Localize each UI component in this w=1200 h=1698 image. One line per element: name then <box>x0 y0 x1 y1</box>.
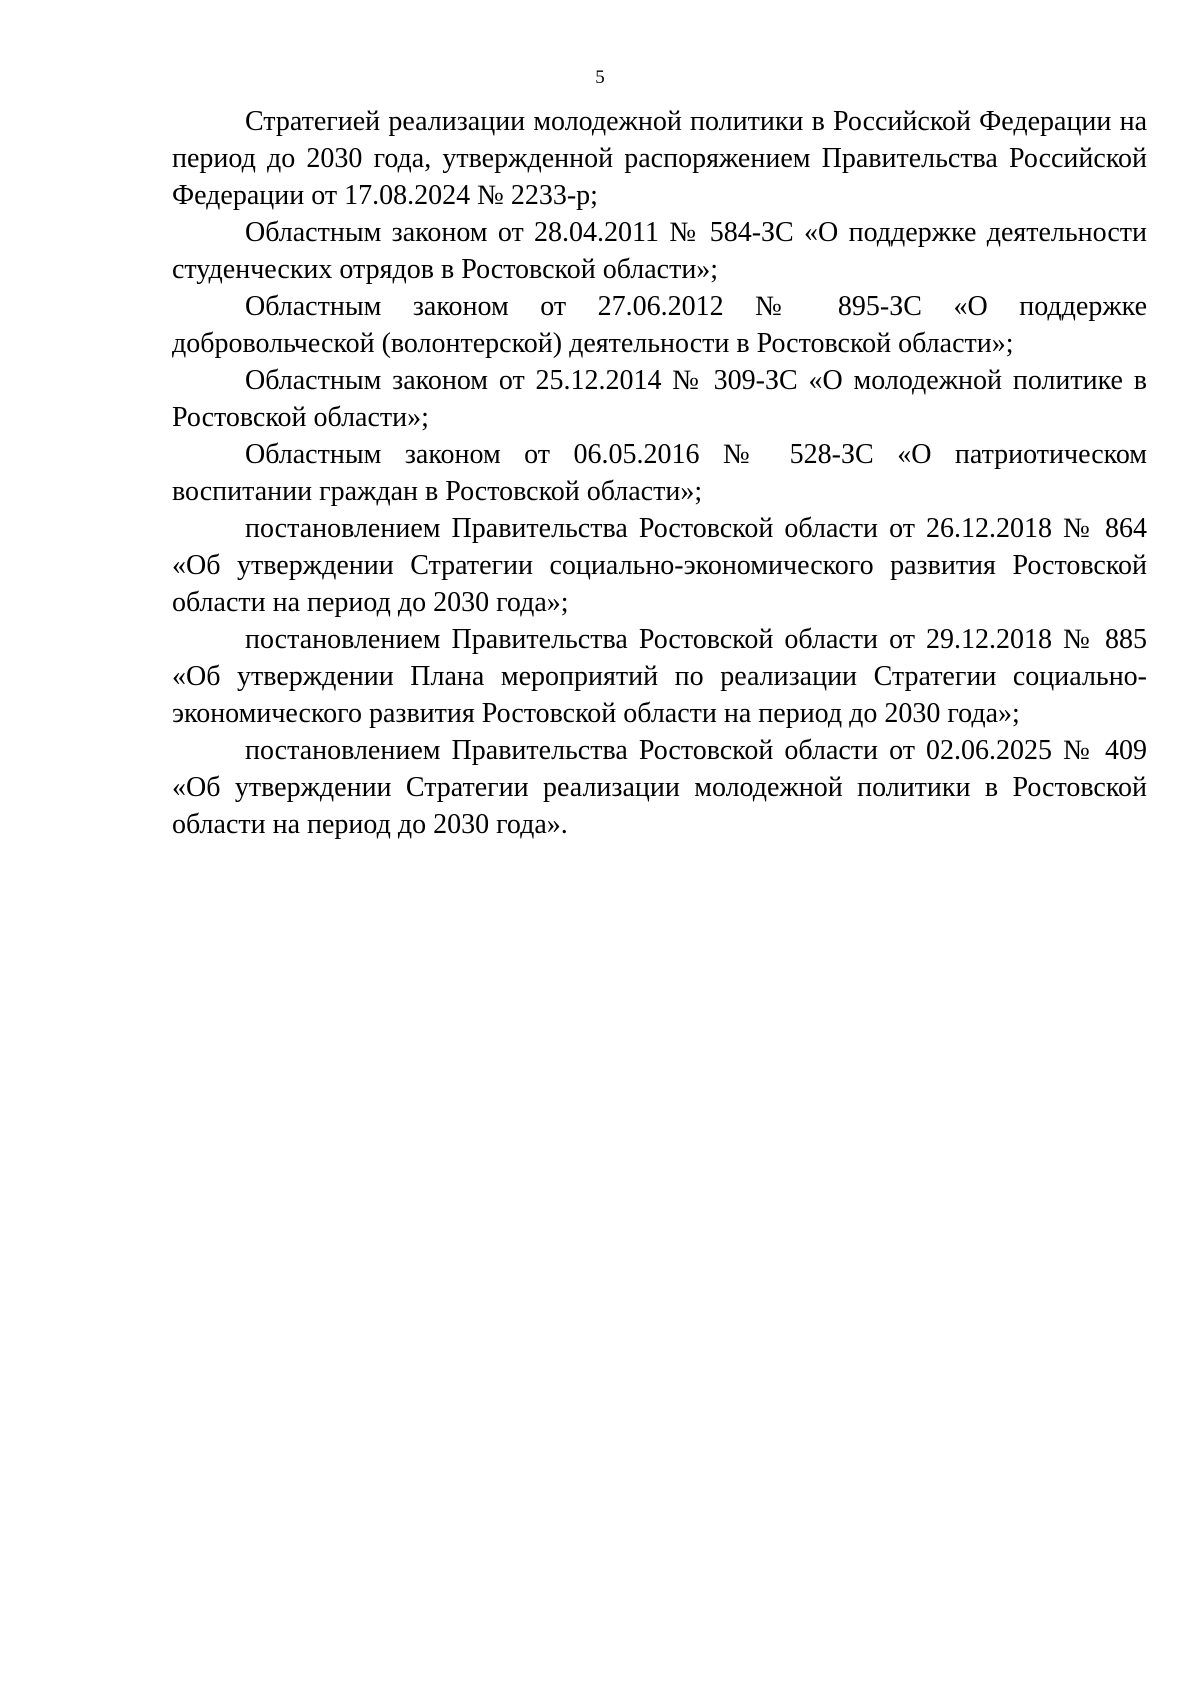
paragraph-youth-policy-strategy-rf: Стратегией реализации молодежной политики в Российской Федерации на период до 2030 года, утвержденной распоряжением Правительства Российской Федерации от 17.08.2024 № 2233-р; <box>172 106 1147 211</box>
paragraph-resolution-864: постановлением Правительства Ростовской области от 26.12.2018 № 864 «Об утверждении Стратегии социально-экономического развития Ростовской области на период до 2030 года»; <box>172 513 1147 618</box>
paragraph-resolution-885: постановлением Правительства Ростовской области от 29.12.2018 № 885 «Об утверждении Плана мероприятий по реализации Стратегии социально-экономического развития Ростовской области на период до 2030 года»; <box>172 624 1147 729</box>
paragraph-law-309-zs: Областным законом от 25.12.2014 № 309-ЗС «О молодежной политике в Ростовской области»; <box>172 365 1147 433</box>
paragraph-law-584-zs: Областным законом от 28.04.2011 № 584-ЗС «О поддержке деятельности студенческих отрядов в Ростовской области»; <box>172 217 1147 285</box>
paragraph-law-528-zs: Областным законом от 06.05.2016 № 528-ЗС «О патриотическом воспитании граждан в Ростовской области»; <box>172 439 1147 507</box>
page-number: 5 <box>595 67 605 88</box>
paragraph-law-895-zs: Областным законом от 27.06.2012 № 895-ЗС «О поддержке добровольческой (волонтерской) деятельности в Ростовской области»; <box>172 291 1147 359</box>
document-body <box>172 103 1147 843</box>
paragraph-resolution-409: постановлением Правительства Ростовской области от 02.06.2025 № 409 «Об утверждении Стратегии реализации молодежной политики в Ростовской области на период до 2030 года». <box>172 735 1147 840</box>
